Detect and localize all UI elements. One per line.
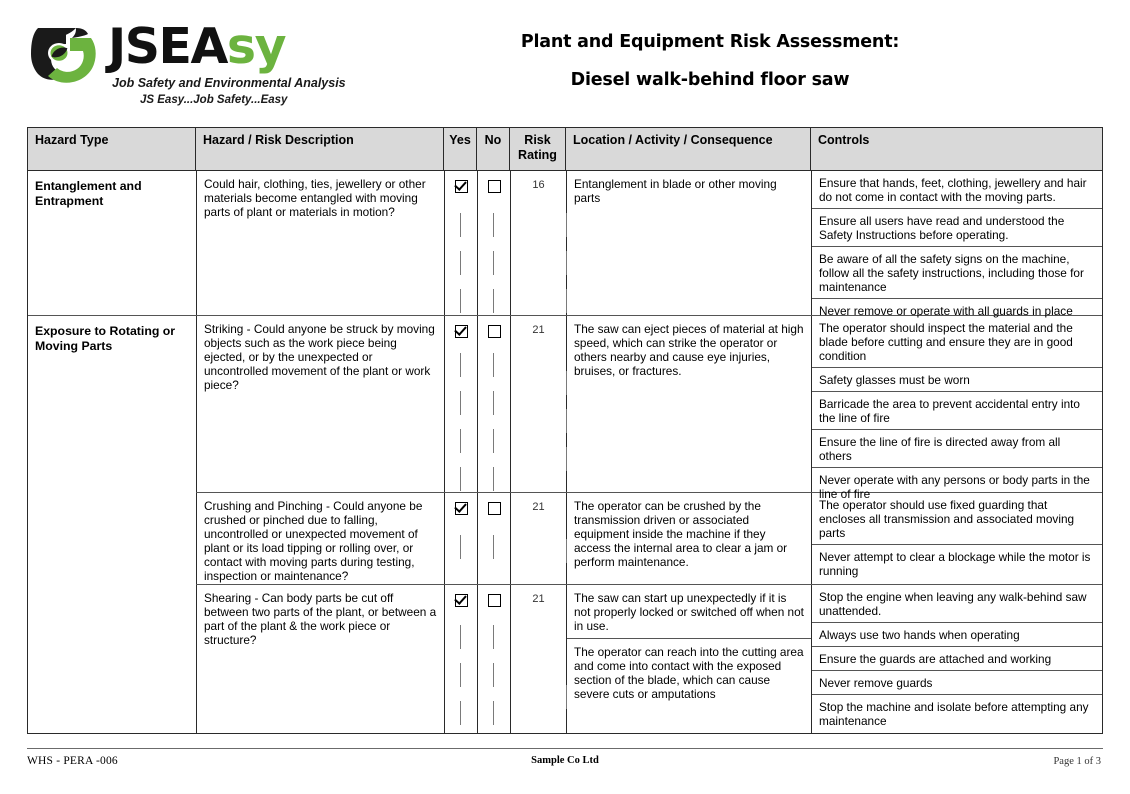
location-column xyxy=(566,585,811,734)
no-checkbox-cell[interactable] xyxy=(477,316,510,492)
tick-marks xyxy=(445,316,477,492)
column-header-risk-rating-line1: Risk xyxy=(524,133,551,147)
control-item: Ensure that hands, feet, clothing, jewellery and hair do not come in contact with the moving parts. xyxy=(812,171,1102,209)
location-column xyxy=(566,493,811,584)
yes-checkbox-cell[interactable] xyxy=(444,171,477,315)
location-cell: The saw can eject pieces of material at high speed, which can strike the operator or others nearby and cause eye injuries, bruises, or fractures. xyxy=(574,322,804,378)
footer-company-name: Sample Co Ltd xyxy=(531,755,599,766)
logo-tagline-secondary: JS Easy...Job Safety...Easy xyxy=(140,94,288,106)
control-item: Always use two hands when operating xyxy=(812,623,1102,647)
column-header-location: Location / Activity / Consequence xyxy=(566,128,811,170)
yes-checkbox[interactable] xyxy=(455,325,468,338)
yes-checkbox[interactable] xyxy=(455,502,468,515)
location-cell: The operator can be crushed by the transmission driven or associated equipment inside the machine if they access the internal area to clear a jam or perform maintenance. xyxy=(574,499,788,569)
hazard-type-cell: Exposure to Rotating or Moving Parts xyxy=(35,324,176,353)
tick-marks xyxy=(445,585,477,734)
location-cell: Entanglement in blade or other moving parts xyxy=(574,177,777,205)
page-header xyxy=(0,0,1130,118)
tick-marks xyxy=(478,316,510,492)
risk-rating-cell: 21 xyxy=(510,493,566,584)
page-footer xyxy=(27,748,1103,775)
no-checkbox[interactable] xyxy=(488,502,501,515)
control-item: The operator should use fixed guarding that encloses all transmission and associated moving parts xyxy=(812,493,1102,545)
risk-rating-cell: 16 xyxy=(510,171,566,315)
control-item: The operator should inspect the material and the blade before cutting and ensure they are in good condition xyxy=(812,316,1102,368)
location-column xyxy=(566,171,811,315)
yes-checkbox-cell[interactable] xyxy=(444,316,477,492)
risk-rating-cell: 21 xyxy=(510,316,566,492)
tick-marks xyxy=(478,585,510,734)
logo-word-black: JSEA xyxy=(108,18,227,75)
logo-word-green: sy xyxy=(226,18,286,75)
no-checkbox[interactable] xyxy=(488,594,501,607)
jseasy-eye-swirl-logo-icon xyxy=(30,22,102,90)
risk-assessment-table xyxy=(27,127,1103,734)
no-checkbox[interactable] xyxy=(488,180,501,193)
no-checkbox[interactable] xyxy=(488,325,501,338)
column-header-hazard-type: Hazard Type xyxy=(28,128,196,170)
control-item: Stop the machine and isolate before attempting any maintenance xyxy=(819,700,1089,728)
yes-checkbox-cell[interactable] xyxy=(444,585,477,734)
hazard-description-cell: Striking - Could anyone be struck by moving objects such as the work piece being ejected, or by the unexpected or uncontrolled movement of the plant or work piece? xyxy=(196,316,444,492)
column-header-controls: Controls xyxy=(818,133,870,147)
yes-checkbox-cell[interactable] xyxy=(444,493,477,584)
risk-rating-cell: 21 xyxy=(510,585,566,734)
control-item: Never remove guards xyxy=(812,671,1102,695)
column-header-risk-rating-line2: Rating xyxy=(518,148,557,162)
control-item: Stop the engine when leaving any walk-behind saw unattended. xyxy=(812,585,1102,623)
hazard-description-cell: Shearing - Can body parts be cut off between two parts of the plant, or between a part of the plant & the work piece or structure? xyxy=(196,585,444,734)
footer-page-number: Page 1 of 3 xyxy=(1053,756,1101,767)
controls-column xyxy=(811,493,1102,584)
logo-wordmark xyxy=(108,16,285,78)
column-header-yes: Yes xyxy=(444,128,477,170)
control-item: Barricade the area to prevent accidental entry into the line of fire xyxy=(812,392,1102,430)
location-column xyxy=(566,316,811,492)
controls-column xyxy=(811,585,1102,734)
column-header-no: No xyxy=(477,128,510,170)
controls-column xyxy=(811,171,1102,318)
page-title-line1: Plant and Equipment Risk Assessment: xyxy=(520,32,900,52)
yes-checkbox[interactable] xyxy=(455,180,468,193)
control-item: Safety glasses must be worn xyxy=(812,368,1102,392)
page-title xyxy=(400,32,1020,90)
no-checkbox-cell[interactable] xyxy=(477,585,510,734)
control-item: Never remove or operate with all guards in place xyxy=(819,304,1073,318)
control-item: Ensure the guards are attached and working xyxy=(812,647,1102,671)
control-item: Ensure the line of fire is directed away from all others xyxy=(812,430,1102,468)
control-item: Never operate with any persons or body parts in the line of fire xyxy=(819,473,1090,501)
control-item: Never attempt to clear a blockage while the motor is running xyxy=(819,550,1091,578)
hazard-type-cell: Entanglement and Entrapment xyxy=(35,179,142,208)
table-header-row xyxy=(28,128,1102,171)
hazard-description-cell: Crushing and Pinching - Could anyone be crushed or pinched due to falling, uncontrolled or unexpected movement of plant or its load tipping or rolling over, or contact with moving parts during testing, inspection or maintenance? xyxy=(196,493,444,584)
page-title-line2: Diesel walk-behind floor saw xyxy=(570,70,850,90)
hazard-description-cell: Could hair, clothing, ties, jewellery or other materials become entangled with moving parts of plant or materials in motion? xyxy=(196,171,444,315)
jseasy-logo xyxy=(28,18,346,107)
control-item: Ensure all users have read and understood the Safety Instructions before operating. xyxy=(812,209,1102,247)
yes-checkbox[interactable] xyxy=(455,594,468,607)
location-cell: The operator can reach into the cutting area and come into contact with the exposed section of the blade, which can cause severe cuts or amputations xyxy=(574,645,804,701)
logo-tagline-primary: Job Safety and Environmental Analysis xyxy=(112,76,346,90)
column-header-risk-rating xyxy=(510,128,566,170)
location-cell: The saw can start up unexpectedly if it is not properly locked or switched off when not in use. xyxy=(567,585,811,639)
no-checkbox-cell[interactable] xyxy=(477,171,510,315)
table-row xyxy=(28,171,1102,316)
table-row xyxy=(28,316,1102,734)
controls-column xyxy=(811,316,1102,501)
footer-document-code: WHS - PERA -006 xyxy=(27,755,118,767)
no-checkbox-cell[interactable] xyxy=(477,493,510,584)
control-item: Be aware of all the safety signs on the machine, follow all the safety instructions, including those for maintenance xyxy=(812,247,1102,299)
column-header-hazard-description: Hazard / Risk Description xyxy=(196,128,444,170)
